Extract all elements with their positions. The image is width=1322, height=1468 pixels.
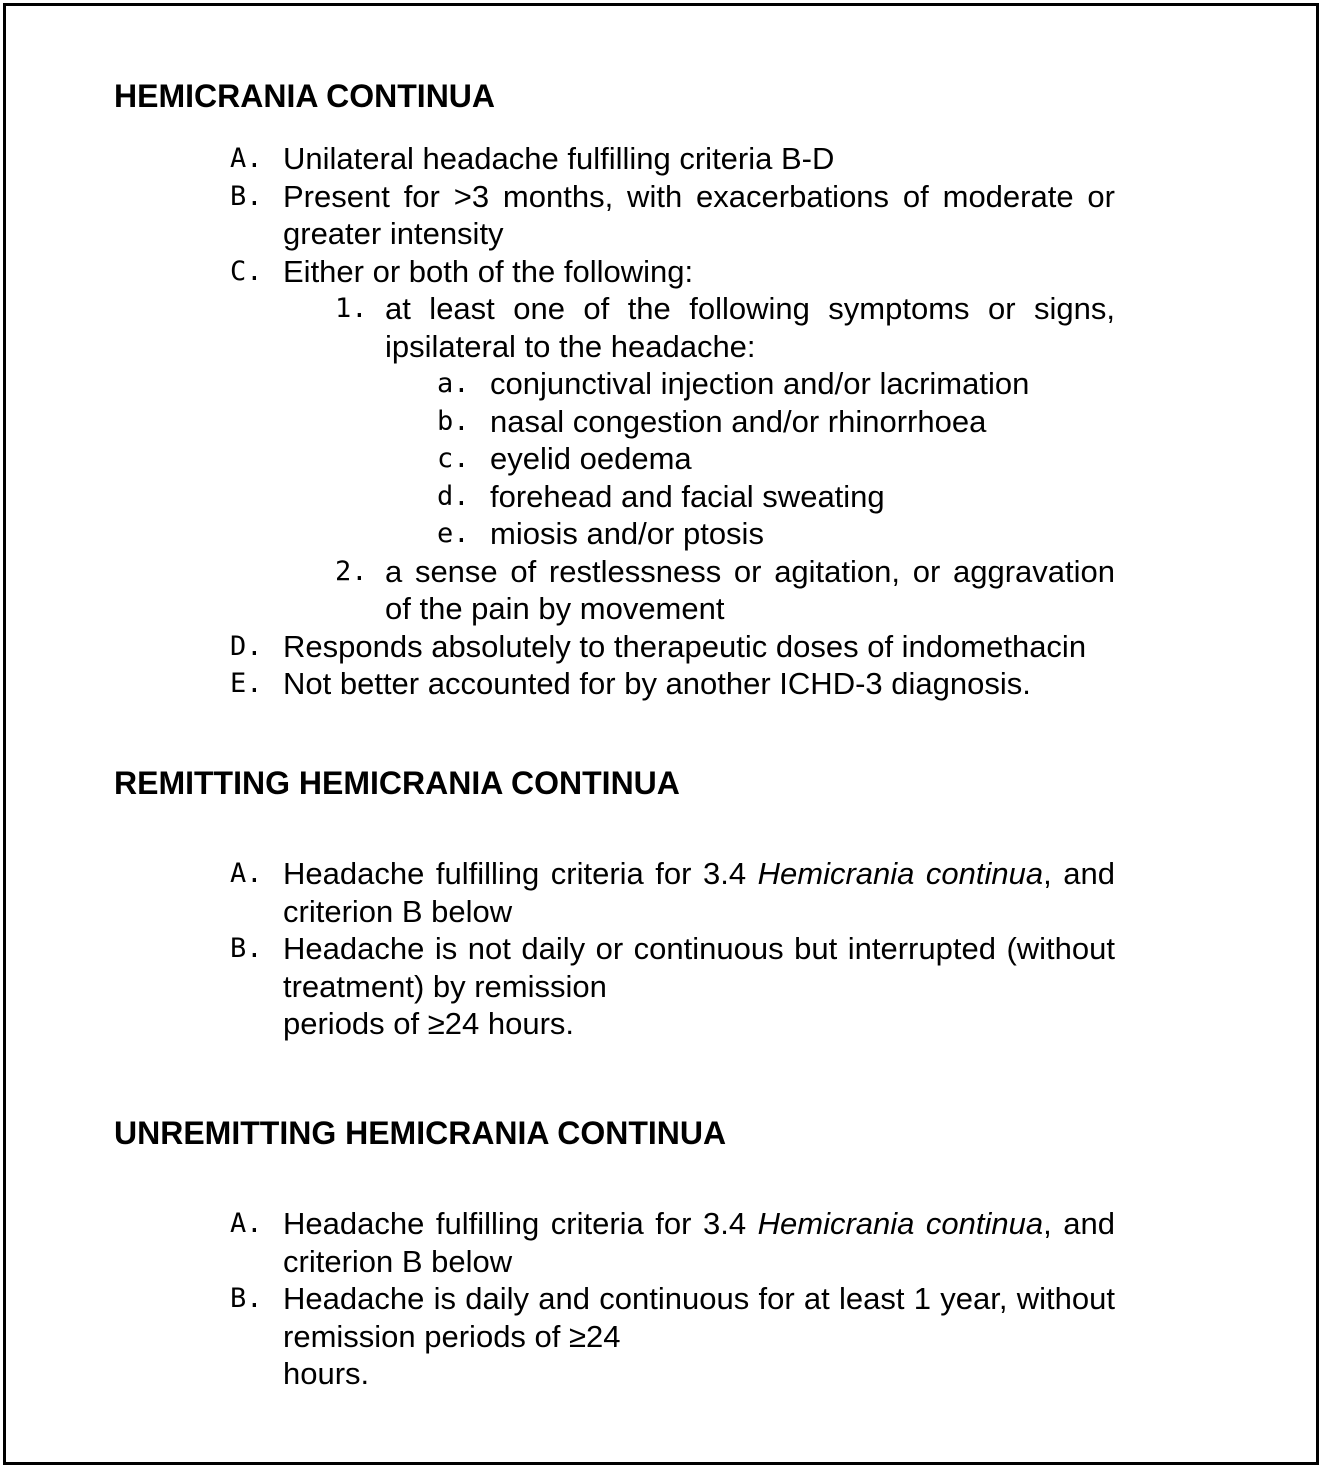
section-title-hemicrania-continua: HEMICRANIA CONTINUA (114, 78, 496, 114)
criterion-marker: A. (230, 1208, 263, 1239)
criterion-text: eyelid oedema (490, 441, 692, 476)
criterion-subsubitem-d (0, 478, 1322, 516)
criterion-marker: B. (230, 1283, 263, 1314)
criterion-text: at least one of the following symptoms or signs, ipsilateral to the headache: (385, 291, 1115, 364)
criterion-text-run: Headache fulfilling criteria for 3.4 (283, 1206, 758, 1241)
criterion-text-run: Headache is daily and continuous for at least 1 year, without remission periods of ≥24 (283, 1281, 1115, 1354)
criteria-list-remitting (0, 855, 1322, 1043)
criterion-marker: c. (437, 443, 470, 474)
criterion-subitem-1 (0, 290, 1322, 365)
criterion-text (283, 855, 1115, 930)
criterion-item-C (0, 253, 1322, 291)
criterion-subsubitem-a (0, 365, 1322, 403)
criterion-marker: B. (230, 180, 263, 212)
criterion-text: nasal congestion and/or rhinorrhoea (490, 403, 987, 439)
criterion-text (283, 930, 1115, 1043)
criterion-text: Unilateral headache fulfilling criteria B-D (283, 141, 835, 176)
criterion-item-A (0, 1205, 1322, 1280)
criterion-text-run: periods of ≥24 hours. (283, 1006, 575, 1041)
criteria-list-unremitting (0, 1205, 1322, 1393)
criterion-item-B (0, 1280, 1322, 1393)
criterion-marker: C. (230, 255, 263, 287)
criterion-item-A (0, 140, 1322, 178)
criterion-text (283, 1280, 1115, 1393)
italic-disease-name: Hemicrania continua (757, 1206, 1044, 1241)
criterion-text (283, 1205, 1115, 1280)
criterion-text: Either or both of the following: (283, 253, 694, 289)
criterion-marker: A. (230, 143, 263, 174)
criterion-text: a sense of restlessness or agitation, or aggravation of the pain by movement (385, 553, 1115, 626)
criterion-text: conjunctival injection and/or lacrimation (490, 366, 1030, 401)
criterion-marker: 2. (335, 555, 368, 587)
criterion-marker: E. (230, 668, 263, 699)
criterion-marker: d. (437, 480, 470, 512)
criterion-text-run: , and criterion B below (283, 856, 1115, 929)
section-title-unremitting-hemicrania-continua: UNREMITTING HEMICRANIA CONTINUA (114, 1115, 727, 1151)
criterion-item-D (0, 628, 1322, 666)
criterion-marker: D. (230, 630, 263, 662)
criterion-item-B (0, 930, 1322, 1043)
criterion-text: Present for >3 months, with exacerbations of moderate or greater intensity (283, 178, 1115, 251)
criterion-marker: A. (230, 858, 263, 889)
criterion-marker: e. (437, 518, 470, 549)
criterion-marker: a. (437, 368, 470, 399)
criterion-item-B (0, 178, 1322, 253)
criterion-text: Not better accounted for by another ICHD-3 diagnosis. (283, 666, 1031, 701)
criterion-text: forehead and facial sweating (490, 478, 885, 514)
criterion-text-run: , and criterion B below (283, 1206, 1115, 1279)
criterion-marker: b. (437, 405, 470, 437)
criterion-text-run: Headache is not daily or continuous but interrupted (without treatment) by remission (283, 931, 1115, 1004)
criterion-subitem-2 (0, 553, 1322, 628)
criterion-text-run: Headache fulfilling criteria for 3.4 (283, 856, 758, 891)
criterion-subsubitem-c (0, 440, 1322, 478)
criterion-text: miosis and/or ptosis (490, 516, 764, 551)
section-title-remitting-hemicrania-continua: REMITTING HEMICRANIA CONTINUA (114, 765, 680, 801)
criterion-marker: B. (230, 933, 263, 964)
criterion-subsubitem-e (0, 515, 1322, 553)
criteria-list-hemicrania-continua (0, 140, 1322, 703)
criterion-text: Responds absolutely to therapeutic doses of indomethacin (283, 628, 1087, 664)
criterion-subsubitem-b (0, 403, 1322, 441)
criterion-text-run: hours. (283, 1356, 370, 1391)
criterion-marker: 1. (335, 293, 368, 324)
criterion-item-A (0, 855, 1322, 930)
italic-disease-name: Hemicrania continua (757, 856, 1044, 891)
criterion-item-E (0, 665, 1322, 703)
